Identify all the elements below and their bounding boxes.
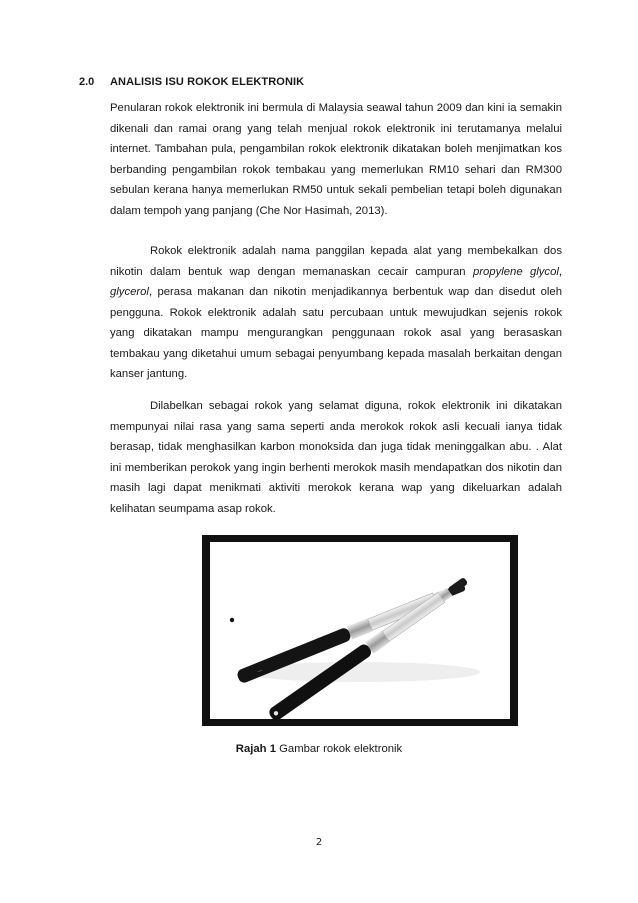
section-title: ANALISIS ISU ROKOK ELEKTRONIK — [110, 76, 305, 88]
section-number: 2.0 — [79, 76, 95, 88]
paragraph-2-term-propylene-glycol: propylene glycol — [472, 265, 559, 278]
caption-text: Gambar rokok elektronik — [275, 743, 403, 755]
figure-caption — [0, 743, 638, 755]
figure-frame — [202, 535, 518, 726]
paragraph-2 — [110, 241, 562, 385]
e-cigarette-photo — [210, 542, 510, 719]
paragraph-3: Dilabelkan sebagai rokok yang selamat diguna, rokok elektronik ini dikatakan mempunyai nilai rasa yang sama seperti anda merokok rokok asli kecuali ianya tidak berasap, tidak menghasilkan karbon monoksida dan juga tidak meninggalkan abu. . Alat ini memberikan perokok yang ingin berhenti merokok masih mendapatkan dos nikotin dan masih lagi dapat menikmati aktiviti merokok kerana wap yang dikeluarkan adalah kelihatan seumpama asap rokok. — [110, 400, 562, 515]
paragraph-2-text-b: , perasa makanan dan nikotin menjadikannya berbentuk wap dan disedut oleh pengguna. Rokok elektronik adalah satu percubaan untuk mewujudkan sejenis rokok yang dikatakan mampu mengurangkan penggunaan rokok asal yang berasaskan tembakau yang diketahui umum sebagai penyumbang kepada masalah berkaitan dengan kanser jantung. — [110, 286, 562, 380]
paragraph-2-comma: , — [558, 265, 563, 278]
page-number: 2 — [315, 837, 323, 848]
e-cigarette-illustration — [210, 542, 510, 719]
paragraph-2-term-glycerol: glycerol — [110, 286, 149, 298]
paragraph-2-text-a: Rokok elektronik adalah nama panggilan kepada alat yang membekalkan dos nikotin dalam bentuk wap dengan memanaskan cecair campuran — [110, 245, 562, 278]
svg-text:—: — — [256, 667, 264, 676]
caption-label: Rajah 1 — [235, 743, 276, 755]
paragraph-1: Penularan rokok elektronik ini bermula di Malaysia seawal tahun 2009 dan kini ia semakin dikenali dan ramai orang yang telah menjual rokok elektronik ini terutamanya melalui internet. Tambahan pula, pengambilan rokok elektronik dikatakan boleh menjimatkan kos berbanding pengambilan rokok tembakau yang memerlukan RM10 sehari dan RM300 sebulan kerana hanya memerlukan RM50 untuk sekali pembelian tetapi boleh digunakan dalam tempoh yang panjang (Che Nor Hasimah, 2013). — [110, 102, 562, 217]
button-dot — [230, 618, 234, 622]
